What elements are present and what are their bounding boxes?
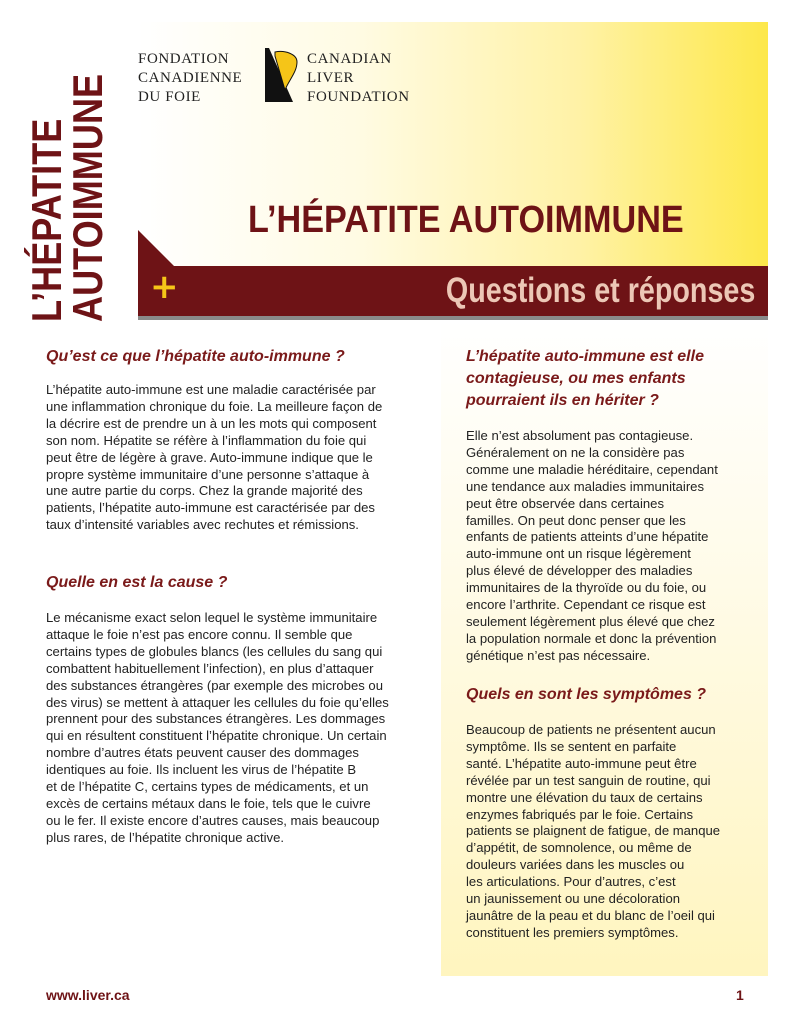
body-line: qui en résultent constituent l’hépatite chronique. Un certain (46, 728, 387, 744)
body-line: la décrire est de prendre un à un les mots qui composent (46, 415, 377, 431)
body-line: encore l’arthrite. Cependant ce risque est (466, 597, 706, 613)
body-line: taux d’intensité variables avec rechutes et rémissions. (46, 517, 359, 533)
section-body-cause (46, 610, 389, 847)
body-line: L’hépatite auto-immune est une maladie caractérisée par (46, 382, 376, 397)
body-line: enzymes fabriqués par le foie. Certains (466, 806, 694, 822)
body-line: douleurs variées dans les muscles ou (466, 857, 685, 873)
body-line: symptôme. Ils se sentent en parfaite (466, 738, 677, 754)
plus-icon: + (150, 267, 179, 307)
body-line: attaque le foie n’est pas encore connu. Il semble que (46, 626, 353, 642)
logo-fr-line: DU FOIE (138, 89, 201, 105)
body-line: identiques au foie. Ils incluent les virus de l’hépatite B (46, 762, 357, 778)
body-line: une inflammation chronique du foie. La meilleure façon de (46, 398, 383, 414)
body-line: un jaunissement ou une décoloration (466, 891, 681, 907)
body-line: montre une élévation du taux de certains (466, 789, 703, 805)
liver-foundation-logo-icon (263, 46, 299, 108)
body-line: excès de certains métaux dans le foie, tels que le cuivre (46, 795, 371, 811)
body-line: santé. L’hépatite auto-immune peut être (466, 755, 697, 771)
body-line: plus rares, de l’hépatite chronique active. (46, 829, 285, 845)
body-line: nombre d’autres états peuvent causer des dommages (46, 745, 359, 761)
body-line: plus élevé de développer des maladies (466, 563, 693, 579)
heading-line: Quelle en est la cause ? (46, 574, 228, 591)
body-line: des virus) se mettent à attaquer les cellules du foie qu’elles (46, 694, 389, 710)
body-line: patients se plaignent de fatigue, de manque (466, 823, 721, 839)
body-line: propre système immunitaire d’une personne s’attaque à (46, 466, 370, 482)
body-line: Le mécanisme exact selon lequel le système immunitaire (46, 610, 378, 625)
section-heading-symptoms (466, 684, 706, 706)
body-line: et de l’hépatite C, certains types de médicaments, et un (46, 779, 369, 795)
logo-text-french (138, 50, 242, 107)
body-line: familles. On peut donc penser que les (466, 512, 686, 528)
body-line: révélée par un test sanguin de routine, qui (466, 772, 711, 788)
page-number: 1 (736, 987, 744, 1003)
body-line: une tendance aux maladies immunitaires (466, 478, 705, 494)
section-body-symptoms (466, 722, 720, 942)
body-line: une autre partie du corps. Chez la grande majorité des (46, 483, 363, 499)
body-line: Elle n’est absolument pas contagieuse. (466, 428, 694, 443)
heading-line: Qu’est ce que l’hépatite auto-immune ? (46, 348, 345, 365)
page-subtitle: Questions et réponses (445, 271, 755, 310)
body-line: enfants de patients atteints d’une hépatite (466, 529, 709, 545)
body-line: les articulations. Pour d’autres, c’est (466, 874, 676, 890)
body-line: son nom. Hépatite se réfère à l’inflammation du foie qui (46, 432, 367, 448)
logo-text-english (307, 50, 410, 107)
heading-line: pourraient ils en hériter ? (466, 392, 659, 409)
body-line: la population normale et donc la prévention (466, 630, 717, 646)
body-line: constituent les premiers symptômes. (466, 924, 679, 940)
body-line: peut être observée dans certaines (466, 495, 664, 511)
body-line: ou le fer. Il existe encore d’autres causes, mais beaucoup (46, 812, 380, 828)
side-title (23, 22, 116, 322)
logo-en-line: CANADIAN (307, 51, 392, 67)
body-line: Beaucoup de patients ne présentent aucun (466, 722, 716, 737)
body-line: génétique n’est pas nécessaire. (466, 647, 651, 663)
body-line: combattent habituellement l’infection), en plus d’attaquer (46, 660, 374, 676)
body-line: certains types de globules blancs (les cellules du sang qui (46, 643, 383, 659)
side-title-line1: L’HÉPATITE (23, 118, 70, 322)
section-heading-what-is (46, 346, 345, 368)
body-line: peut être de légère à grave. Auto-immune indique que le (46, 449, 373, 465)
page-title: L’HÉPATITE AUTOIMMUNE (248, 199, 684, 241)
body-line: des substances étrangères (par exemple des microbes ou (46, 677, 383, 693)
body-line: comme une maladie héréditaire, cependant (466, 461, 718, 477)
section-body-contagious (466, 428, 718, 665)
body-line: prennent pour des substances étrangères. Les dommages (46, 711, 386, 727)
body-line: Généralement on ne la considère pas (466, 444, 685, 460)
body-line: d’appétit, de somnolence, ou même de (466, 840, 692, 856)
body-line: immunitaires de la thyroïde ou du foie, ou (466, 580, 707, 596)
heading-line: contagieuse, ou mes enfants (466, 370, 686, 387)
logo-fr-line: FONDATION (138, 51, 230, 67)
body-line: seulement légèrement plus élevé que chez (466, 613, 715, 629)
logo-en-line: FOUNDATION (307, 89, 410, 105)
heading-line: Quels en sont les symptômes ? (466, 686, 707, 703)
footer-website-link[interactable]: www.liver.ca (46, 987, 130, 1003)
body-line: auto-immune ont un risque légèrement (466, 546, 691, 562)
section-heading-cause (46, 572, 227, 594)
section-heading-contagious (466, 346, 704, 412)
body-line: jaunâtre de la peau et du blanc de l’oeil qui (466, 907, 715, 923)
side-title-line2: AUTOIMMUNE (64, 73, 111, 322)
body-line: patients, l’hépatite auto-immune est caractérisée par des (46, 500, 375, 516)
section-body-what-is (46, 382, 382, 534)
heading-line: L’hépatite auto-immune est elle (466, 348, 704, 365)
logo-fr-line: CANADIENNE (138, 70, 243, 86)
logo-en-line: LIVER (307, 70, 355, 86)
